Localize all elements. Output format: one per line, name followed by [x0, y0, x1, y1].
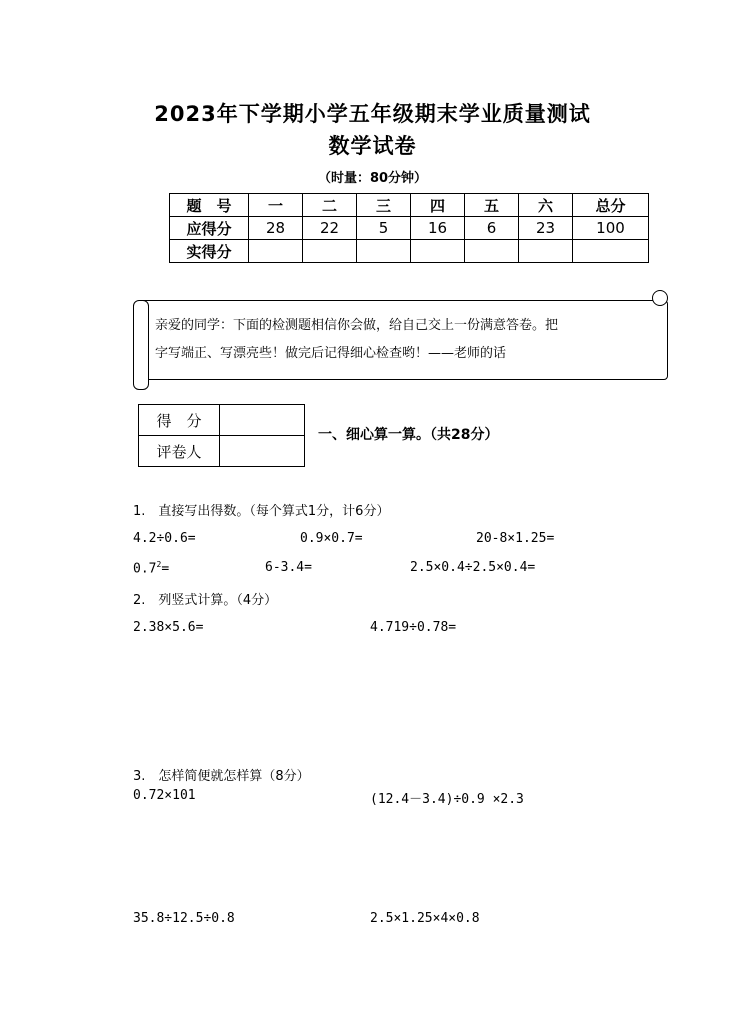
scroll-curl-right	[652, 290, 668, 306]
grader-score-cell[interactable]	[220, 405, 305, 436]
q2-item-2: 4.719÷0.78=	[370, 620, 457, 635]
time-note: （时量：80分钟）	[317, 171, 428, 186]
q1-item-1: 4.2÷0.6=	[133, 531, 196, 546]
q1-item-4	[133, 560, 169, 576]
score-table	[169, 193, 649, 263]
grader-box	[138, 404, 305, 467]
exam-title-line1: 2023年下学期小学五年级期末学业质量测试	[154, 102, 591, 126]
q2-prompt: 2. 列竖式计算。（4分）	[133, 593, 278, 608]
col-4: 四	[411, 194, 465, 217]
actual-4[interactable]	[411, 240, 465, 263]
teacher-note-line2: 字写端正、写漂亮些！做完后记得细心检查哟！——老师的话	[155, 346, 507, 361]
points-total: 100	[573, 217, 649, 240]
score-table-points-row	[170, 217, 649, 240]
points-5: 6	[465, 217, 519, 240]
q2-item-1: 2.38×5.6=	[133, 620, 204, 635]
q1-item-4-exp: 2	[156, 560, 162, 569]
scroll-curl-left	[133, 300, 149, 390]
row-label-points: 应得分	[170, 217, 249, 240]
row-label-number: 题 号	[170, 194, 249, 217]
actual-5[interactable]	[465, 240, 519, 263]
teacher-note-text	[155, 312, 665, 368]
points-2: 22	[303, 217, 357, 240]
q3-prompt: 3. 怎样简便就怎样算（8分）	[133, 769, 310, 784]
col-2: 二	[303, 194, 357, 217]
col-3: 三	[357, 194, 411, 217]
row-label-actual: 实得分	[170, 240, 249, 263]
points-1: 28	[249, 217, 303, 240]
exam-title-line2: 数学试卷	[328, 134, 417, 158]
actual-3[interactable]	[357, 240, 411, 263]
q1-item-6: 2.5×0.4÷2.5×0.4=	[410, 560, 536, 575]
col-5: 五	[465, 194, 519, 217]
q1-prompt: 1. 直接写出得数。（每个算式1分，计6分）	[133, 504, 390, 519]
q3-item-3: 35.8÷12.5÷0.8	[133, 911, 235, 926]
col-6: 六	[519, 194, 573, 217]
teacher-note-line1: 亲爱的同学：下面的检测题相信你会做，给自己交上一份满意答卷。把	[155, 318, 559, 333]
q3-item-4: 2.5×1.25×4×0.8	[370, 911, 480, 926]
actual-2[interactable]	[303, 240, 357, 263]
actual-1[interactable]	[249, 240, 303, 263]
q3-item-1: 0.72×101	[133, 788, 196, 803]
q1-item-4-base: 0.7	[133, 561, 157, 577]
q1-item-2: 0.9×0.7=	[300, 531, 363, 546]
q1-item-4-tail: =	[161, 561, 170, 577]
actual-6[interactable]	[519, 240, 573, 263]
grader-name-label: 评卷人	[139, 436, 220, 467]
col-1: 一	[249, 194, 303, 217]
points-3: 5	[357, 217, 411, 240]
grader-name-cell[interactable]	[220, 436, 305, 467]
points-4: 16	[411, 217, 465, 240]
q3-item-2: (12.4－3.4)÷0.9 ×2.3	[370, 792, 524, 807]
points-6: 23	[519, 217, 573, 240]
actual-total[interactable]	[573, 240, 649, 263]
grader-score-label: 得 分	[139, 405, 220, 436]
q1-item-5: 6-3.4=	[265, 560, 312, 575]
q1-item-3: 20-8×1.25=	[476, 531, 555, 546]
score-table-actual-row	[170, 240, 649, 263]
col-total: 总分	[573, 194, 649, 217]
score-table-header-row	[170, 194, 649, 217]
section1-title: 一、细心算一算。（共28分）	[318, 427, 499, 443]
